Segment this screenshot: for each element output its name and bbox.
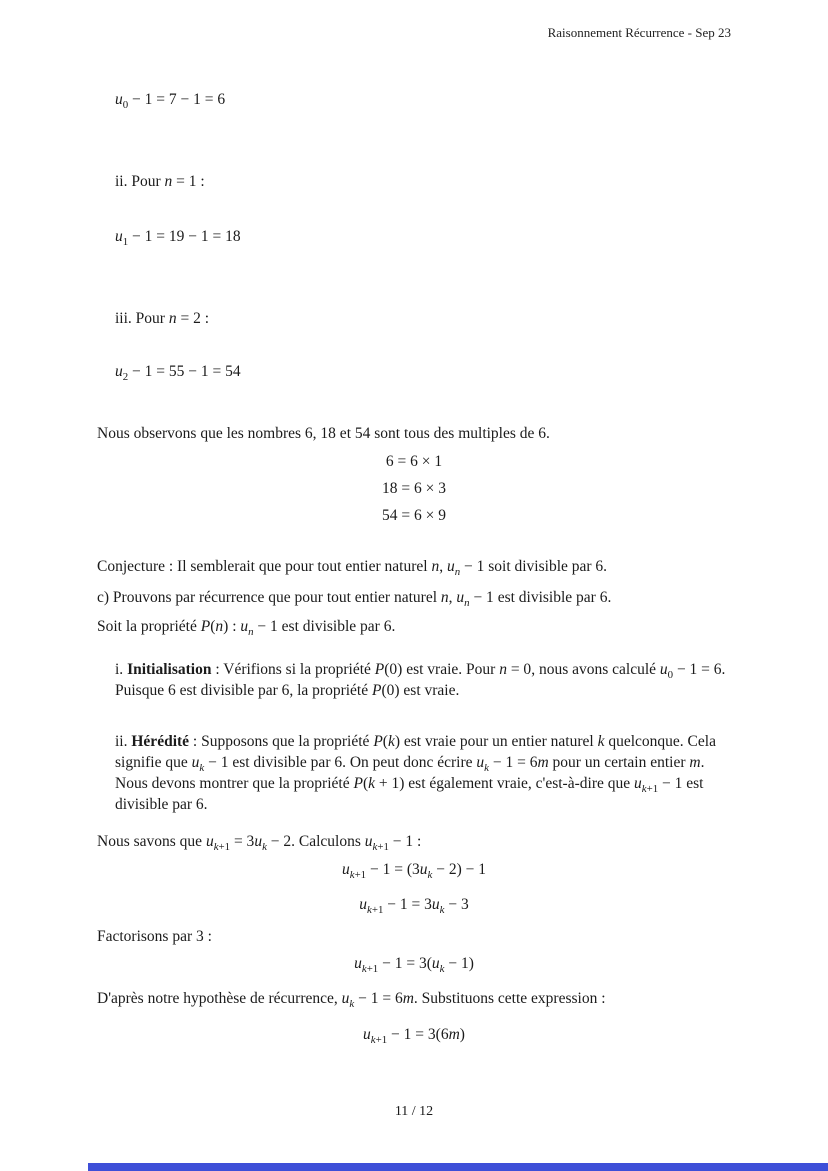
list-item-pour-n1: ii. Pour n = 1 : bbox=[115, 173, 205, 190]
page-footer bbox=[0, 1102, 828, 1122]
paragraph-propriete: Soit la propriété P(n) : $u_n - 1$ est divisible par 6. bbox=[97, 618, 396, 639]
equation-u2: $u_2 - 1 = 55 - 1 = 54$ bbox=[115, 363, 241, 384]
equation-6x1: 6 = 6 × 1 bbox=[385, 453, 443, 470]
equation-u0: $u_0 - 1 = 7 - 1 = 6$ bbox=[115, 91, 226, 112]
heredite-paragraph bbox=[97, 731, 731, 815]
paragraph-hypothese: D'après notre hypothèse de récurrence, $u_k - 1 = 6m$. Substituons cette expression : bbox=[97, 990, 606, 1011]
document-body bbox=[97, 89, 731, 1045]
initialisation-text: : Vérifions si la propriété P(0) est vraie. Pour n = 0, nous avons calculé $u_0 - 1 = 6$. Puisque 6 est divisible par 6, la propriété P(0) est vraie. bbox=[115, 661, 726, 699]
paragraph-nous-savons: Nous savons que $u_{k+1} = 3u_k - 2$. Calculons $u_{k+1} - 1$ : bbox=[97, 833, 422, 854]
equation-uk1-substituee: $u_{k+1} - 1 = 3(6m)$ bbox=[363, 1026, 465, 1047]
initialisation-paragraph bbox=[97, 659, 731, 701]
paragraph-conjecture: Conjecture : Il semblerait que pour tout entier naturel n, $u_n - 1$ soit divisible par 6. bbox=[97, 558, 608, 579]
equation-6x3: 18 = 6 × 3 bbox=[382, 480, 446, 497]
initialisation-label: Initialisation bbox=[127, 661, 212, 678]
paragraph-prouvons: c) Prouvons par récurrence que pour tout entier naturel n, $u_n - 1$ est divisible par 6. bbox=[97, 589, 612, 610]
equation-6x9: 54 = 6 × 9 bbox=[382, 507, 446, 524]
heredite-text: : Supposons que la propriété P(k) est vraie pour un entier naturel k quelconque. Cela signifie que $u_k - 1$ est divisible par 6. On peut donc écrire $u_k - 1 = 6m$ pour un certain entier m. Nous devons montrer que la propriété P(k + 1) est également vraie, c'est-à-dire que $u_{k+1} - 1$ est divisible par 6. bbox=[115, 733, 716, 813]
equation-uk1-factorisee: $u_{k+1} - 1 = 3(u_k - 1)$ bbox=[354, 955, 474, 976]
heredite-marker: ii. bbox=[115, 733, 132, 750]
header-title: Raisonnement Récurrence - Sep 23 bbox=[547, 25, 731, 40]
heredite-label: Hérédité bbox=[131, 733, 190, 750]
list-item-pour-n2: iii. Pour n = 2 : bbox=[115, 310, 210, 327]
equation-uk1-developpee: $u_{k+1} - 1 = (3u_k - 2) - 1$ bbox=[341, 861, 486, 882]
bottom-accent-bar bbox=[88, 1163, 828, 1171]
initialisation-marker: i. bbox=[115, 661, 128, 678]
page-header bbox=[97, 24, 731, 41]
equation-u1: $u_1 - 1 = 19 - 1 = 18$ bbox=[115, 228, 241, 249]
paragraph-observation: Nous observons que les nombres 6, 18 et 54 sont tous des multiples de 6. bbox=[97, 425, 550, 442]
page-number: 11 / 12 bbox=[394, 1104, 434, 1119]
paragraph-factorisons: Factorisons par 3 : bbox=[97, 928, 212, 945]
equation-uk1-simplifiee: $u_{k+1} - 1 = 3u_k - 3$ bbox=[359, 896, 469, 917]
